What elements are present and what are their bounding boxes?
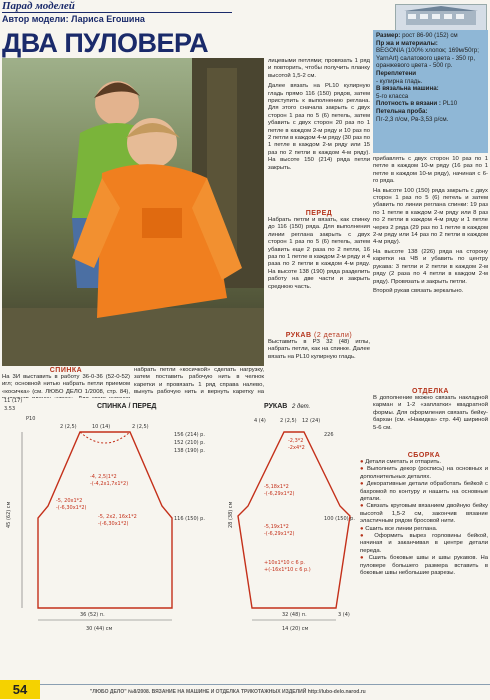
footer-text: "ЛЮБО ДЕЛО" №8/2008. ВЯЗАНИЕ НА МАШИНЕ И ОТДЕЛКА ТРИКОТАЖНЫХ ИЗДЕЛИЙ http://lubo-delo.narod.ru [90,689,366,695]
otdelka-text: В дополнение можно связать накладной карман и 1-2 «заплатки» квадратной формы. Для оформления связать бейку-бархан (см. «Накидка» стр. 44) шириной 5-6 см. [373,395,488,431]
photo-two-boys [2,58,264,366]
dim-label: -5, 20x1*2 [56,498,83,504]
rukav-heading: РУКАВ [285,332,312,339]
dim-label: -(-6,29x1*2) [264,491,295,497]
building-icon [396,5,486,31]
spinka-outline [38,432,172,608]
spec-box [373,30,488,153]
dim-label: 2 (2,5) [132,424,149,430]
dim-label: 226 [324,432,334,438]
dim-label: 152 (210) р. [174,440,205,446]
dim-label: 2 (2,5) [280,418,297,424]
dim-label: 3.53 [4,406,16,412]
dim-label: -4, 2,5|1*2 [90,474,117,480]
dim-label: 11 (17) [4,398,23,404]
dim-label: -5,18x1*2 [264,484,289,490]
dim-label: 138 (190) р. [174,448,205,454]
dim-label: 100 (150) р. [324,516,355,522]
sborka-item: ● Связать круговым вязанием двойную бейку высотой 1,5-2 см, закончив вязание эластичным рядом бросовой нити. [360,503,488,525]
diagram-left-title: СПИНКА / ПЕРЕД [97,403,157,410]
col3-text-a: лицевыми петлями; провязать 1 ряд и повторить, чтобы получить планку высотой 1,5-2 см. [268,58,370,79]
page-title: ДВА ПУЛОВЕРА [2,28,209,58]
dim-label: -(-4,2x1,7x1*2) [90,481,129,487]
magazine-logo [395,4,487,32]
diagram-right-sub: 2 дет. [292,404,311,410]
dim-label: 36 (52) п. [80,612,105,618]
col2-text: набрать петли «косичкой» сделать нагрузку, затем поставить рабочую нить в челнок каретки и провязать 1 ряд справа налево, вынуть рабочую нить и вернуть каретку на [134,367,264,396]
dim-label: 2 (2,5) [60,424,77,430]
dim-label: 3 (4) [338,612,350,618]
diagram-right-title: РУКАВ [264,403,288,410]
dim-label: 28 (38) см [228,501,234,528]
dim-label: -(-6,29x1*2) [264,531,295,537]
sborka-item: ● Оформить вырез горловины бейкой, начиная и заканчивая в центре детали переда. [360,533,488,554]
dim-label: 12 (24) [302,418,321,424]
sborka-heading: СБОРКА [407,452,441,459]
spec-density-label: Плотность в вязани : [376,100,441,108]
column-rukav [268,332,370,392]
otdelka-heading: ОТДЕЛКА [412,388,449,395]
col4-text-b: На высоте 100 (150) ряда закрыть с двух сторон 1 раз по 5 (6) петель и затем убавить по линии реглана спинки: 19 раз по 1 петле в каждом 2-м ряду или 8 раз по 2 петли в каждом 4-м ряду и 1 петле через 2 ряда (29 раз по 1 петле в каждом 2-м ряду или 14 раз по 2 петли в каждом 4-м ряду). [373,187,488,246]
dim-label: 14 (20) см [282,626,309,632]
dim-label: 30 (44) см [86,626,113,632]
col4-text-a: прибавлять с двух сторон 10 раз по 1 петле в каждом 10-м ряду (16 раз по 1 петле в каждом 10-м ряду), начиная с 6-го ряда. [373,156,488,185]
dim-label: -5,19x1*2 [264,524,289,530]
dim-label: -5, 2x2, 16x1*2 [98,514,137,520]
spec-machine-label: В вязальна машина: [376,85,439,93]
col4-text-c: На высоте 138 (226) ряда на сторону каретки на ЧВ и убавить по центру рукава: 3 петли и 2 петли в каждом 2-м ряду (2 раза по 4 петли в каждом 2-м ряду). Провязать и закрыть петли. [373,248,488,285]
dim-label: -(-6,30x1*2) [98,521,129,527]
spec-density-value: PL10 [442,100,458,108]
sborka-item: ● Выполнить декор (роспись) на основных и дополнительных деталях. [360,466,488,480]
spec-pereplet-label: Переплетени [376,69,417,77]
dim-label: +(-16x1*10 с 6 р.) [264,567,311,573]
dim-label: -2x4*2 [288,445,305,451]
dim-label: -2,3*2 [288,438,304,444]
dim-label: 156 (214) р. [174,432,205,438]
dim-label: -(-6,30x1*2) [56,505,87,511]
page-number: 54 [0,680,40,699]
column-spinka-continued [134,367,264,397]
dim-label: 116 (150) р. [174,516,205,522]
spec-size-value: рост 86-90 (152) см [402,32,458,39]
rubric: Парад моделей [2,0,75,12]
dim-label: 45 (62) см [6,501,12,528]
dim-label: 10 (14) [92,424,111,430]
spinka-text: На 3И выставить в работу 36-0-36 (52-0-52) игл; основной нитью набрать петли приемом «косичка» (см. ЛЮБО ДЕЛО 1/2008, стр. 84), [2,374,130,395]
spec-loops-value: Пг-2,3 п/см, Рв-3,53 р/см. [376,115,449,123]
dim-label: 4 (4) [254,418,266,424]
author-line: Автор модели: Лариса Егошина [2,12,232,25]
sborka-item: ● Сшить все линии реглана. [360,525,438,532]
dim-label: P10 [26,416,36,422]
pered-text: Набрать петли и вязать, как спинку до 116 (150) ряда. Для выполнения линии реглана закрыть с двух сторон 1 раз по 5 (6) петель, затем убавить еще 2 раза по 2 петли, 16 раз по 1 петле в каждом 2-м ряду и 4 раза по 2 петли в каждом 4-м ряду. На высоте 138 (190) ряда разделить работу на две части и закрыть среднюю часть. [268,217,370,290]
neckline [80,432,130,443]
spec-machine-value: 5-го класса [376,92,409,100]
col4-text-d: Второй рукав связать зеркально. [373,287,464,294]
rukav-sub: (2 детали) [314,332,353,339]
spec-loops-label: Петельна проба: [376,107,428,115]
spinka-heading: СПИНКА [49,367,83,374]
column-sleeve-continued [373,156,488,384]
dim-label: +10x1*10 с 6 р. [264,560,306,566]
sborka-item: ● Детали сметать и отпарить. [360,459,442,465]
dim-label: 32 (48) п. [282,612,307,618]
column-spinka [2,367,130,397]
pered-heading: ПЕРЕД [305,210,333,217]
pattern-diagram [2,398,488,678]
sborka-item: ● Декоративные детали обработать бейкой с бахромой по контуру и нашить на основные детали. [360,481,488,503]
spec-yarn-value: BEGONIA (100% хлопок; 169м/50гр; YarnArt) салатового цвета - 350 гр, оранжевого цвета - 500 гр. [376,47,479,70]
sborka-item: ● Сшить боковые швы и швы рукавов. На пуловере большего размера вставить в боковые швы небольшие разрезы. [360,555,488,577]
spec-yarn-label: Пр жа и материалы: [376,39,438,47]
rukav-text: Выставить в РЗ 32 (48) иглы, набрать петли, как на спинке. Далее вязать на PL10 кулирную гладь. [268,339,370,360]
spec-size-label: Размер: [376,32,401,39]
col3-text-b: Далее вязать на PL10 кулирную гладь прямо 116 (150) рядов, затем приступить к выполнению реглана. Для этого сначала закрыть с двух сторон 1 раз по 5 (6) петель, затем убавить с двух сторон 20 раз по 1 петле в каждом 2-м ряду и 10 раз по 2 петли в каждом 4-м ряду (30 раз по 1 петле в каждом 2-м ряду или 15 раз по 2 петли в каждом 4-м ряду). На высоте 150 (214) ряда петли закрыть. [268,83,370,171]
column-pered [268,210,370,320]
spec-pereplet-value: - кулирна гладь. [376,77,423,85]
